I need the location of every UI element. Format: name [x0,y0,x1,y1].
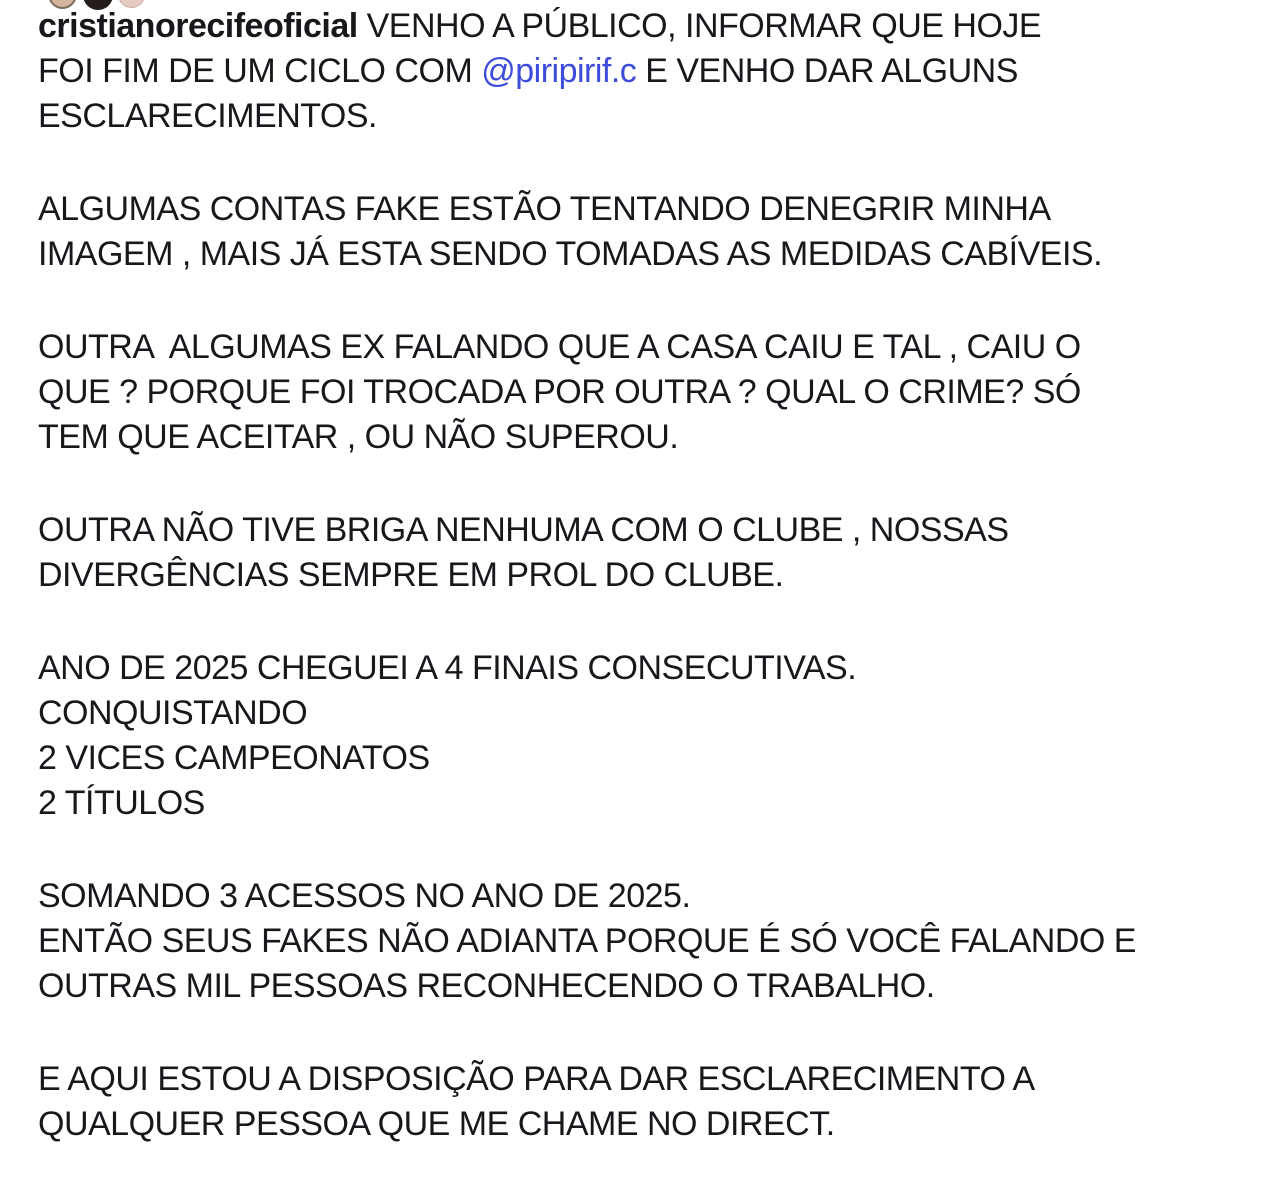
caption-line [38,508,1284,553]
caption-line [38,325,1284,370]
caption-line [38,1102,1284,1147]
caption-text-segment: ENTÃO SEUS FAKES NÃO ADIANTA PORQUE É SÓ VOCÊ FALANDO E [38,922,1136,960]
caption-text-segment: DIVERGÊNCIAS SEMPRE EM PROL DO CLUBE. [38,556,784,594]
caption-text-segment: 2 VICES CAMPEONATOS [38,739,430,777]
caption-line [38,781,1284,826]
caption-line [38,4,1284,49]
caption-line [38,691,1284,736]
caption-text-segment: E AQUI ESTOU A DISPOSIÇÃO PARA DAR ESCLARECIMENTO A [38,1060,1035,1098]
caption-line [38,187,1284,232]
caption-text-segment: OUTRAS MIL PESSOAS RECONHECENDO O TRABALHO. [38,967,935,1005]
caption-text-segment: FOI FIM DE UM CICLO COM [38,52,482,90]
caption-line [38,919,1284,964]
caption-text-segment: SOMANDO 3 ACESSOS NO ANO DE 2025. [38,877,691,915]
caption-text-segment: TEM QUE ACEITAR , OU NÃO SUPEROU. [38,418,679,456]
caption-text-segment: ESCLARECIMENTOS. [38,97,378,135]
caption-text-segment: QUE ? PORQUE FOI TROCADA POR OUTRA ? QUAL O CRIME? SÓ [38,373,1081,411]
caption-paragraph [38,325,1284,460]
caption-line [38,736,1284,781]
caption-line [38,874,1284,919]
caption-line [38,964,1284,1009]
caption-paragraph [38,874,1284,1009]
caption-line [38,49,1284,94]
caption-line [38,1057,1284,1102]
caption-paragraph [38,4,1284,139]
caption-paragraph [38,187,1284,277]
caption-text-segment: IMAGEM , MAIS JÁ ESTA SENDO TOMADAS AS MEDIDAS CABÍVEIS. [38,235,1103,273]
caption-line [38,232,1284,277]
caption-text-segment: E VENHO DAR ALGUNS [636,52,1018,90]
caption-line [38,553,1284,598]
caption-text-segment: QUALQUER PESSOA QUE ME CHAME NO DIRECT. [38,1105,835,1143]
caption-text-segment: CONQUISTANDO [38,694,308,732]
caption-paragraph [38,508,1284,598]
caption-text-segment: OUTRA NÃO TIVE BRIGA NENHUMA COM O CLUBE , NOSSAS [38,511,1009,549]
caption-text-segment: VENHO A PÚBLICO, INFORMAR QUE HOJE [357,7,1042,45]
caption-text-segment: 2 TÍTULOS [38,784,205,822]
caption-text [38,4,1284,1195]
caption-text-segment: OUTRA ALGUMAS EX FALANDO QUE A CASA CAIU E TAL , CAIU O [38,328,1081,366]
mention-link[interactable]: @piripirif.c [481,52,637,90]
caption-paragraph [38,1057,1284,1147]
caption-text-segment: ALGUMAS CONTAS FAKE ESTÃO TENTANDO DENEGRIR MINHA [38,190,1051,228]
caption-line [38,370,1284,415]
caption-line [38,646,1284,691]
caption-line [38,415,1284,460]
caption-text-segment: ANO DE 2025 CHEGUEI A 4 FINAIS CONSECUTIVAS. [38,649,857,687]
username-link[interactable]: cristianorecifeoficial [38,7,358,45]
caption-line [38,94,1284,139]
caption-paragraph [38,646,1284,826]
